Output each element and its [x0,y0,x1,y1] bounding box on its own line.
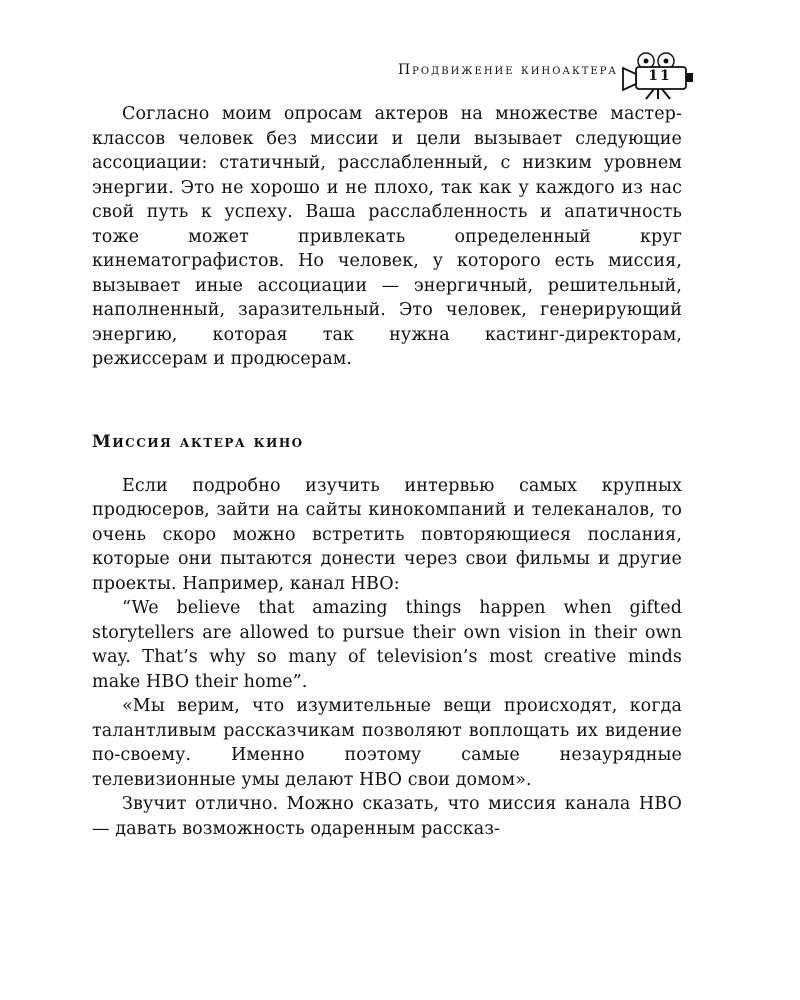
page-number: 11 [648,68,672,84]
page-content [92,102,682,841]
quote-english: “We believe that amazing things happen when gifted storytellers are allowed to pursue their own vision in their own way. That’s why so many of television’s most creative minds make HBO their home”. [92,598,682,692]
body-paragraph: Если подробно изучить интервью самых крупных продюсеров, зайти на сайты кинокомпаний и телеканалов, то очень скоро можно встретить повторяющиеся послания, которые они пытаются донести через свои фильмы и другие проекты. Например, канал HBO: [92,475,682,594]
section-heading: Миссия актера кино [92,431,304,452]
body-paragraph: Согласно моим опросам актеров на множестве мастер-классов человек без миссии и цели вызывает следующие ассоциации: статичный, расслабленный, с низким уровнем энергии. Это не хорошо и не плохо, так как у каждого из нас свой путь к успеху. Ваша расслабленность и апатичность тоже может привлекать определенный круг кинематографистов. Но человек, у которого есть миссия, вызывает иные ассоциации — энергичный, решительный, наполненный, заразительный. Это человек, генерирующий энергию, которая так нужна кастинг-директорам, режиссерам и продюсерам. [92,104,682,369]
quote-translation: «Мы верим, что изумительные вещи происходят, когда талантливым рассказчикам позволяют воплощать их видение по-своему. Именно поэтому самые незаурядные телевизионные умы делают HBO свои домом». [92,696,682,790]
body-paragraph: Звучит отлично. Можно сказать, что миссия канала HBO — давать возможность одаренным рассказ- [92,794,682,839]
running-head-title: Продвижение киноактера [397,62,618,78]
page-number-badge [618,50,698,100]
